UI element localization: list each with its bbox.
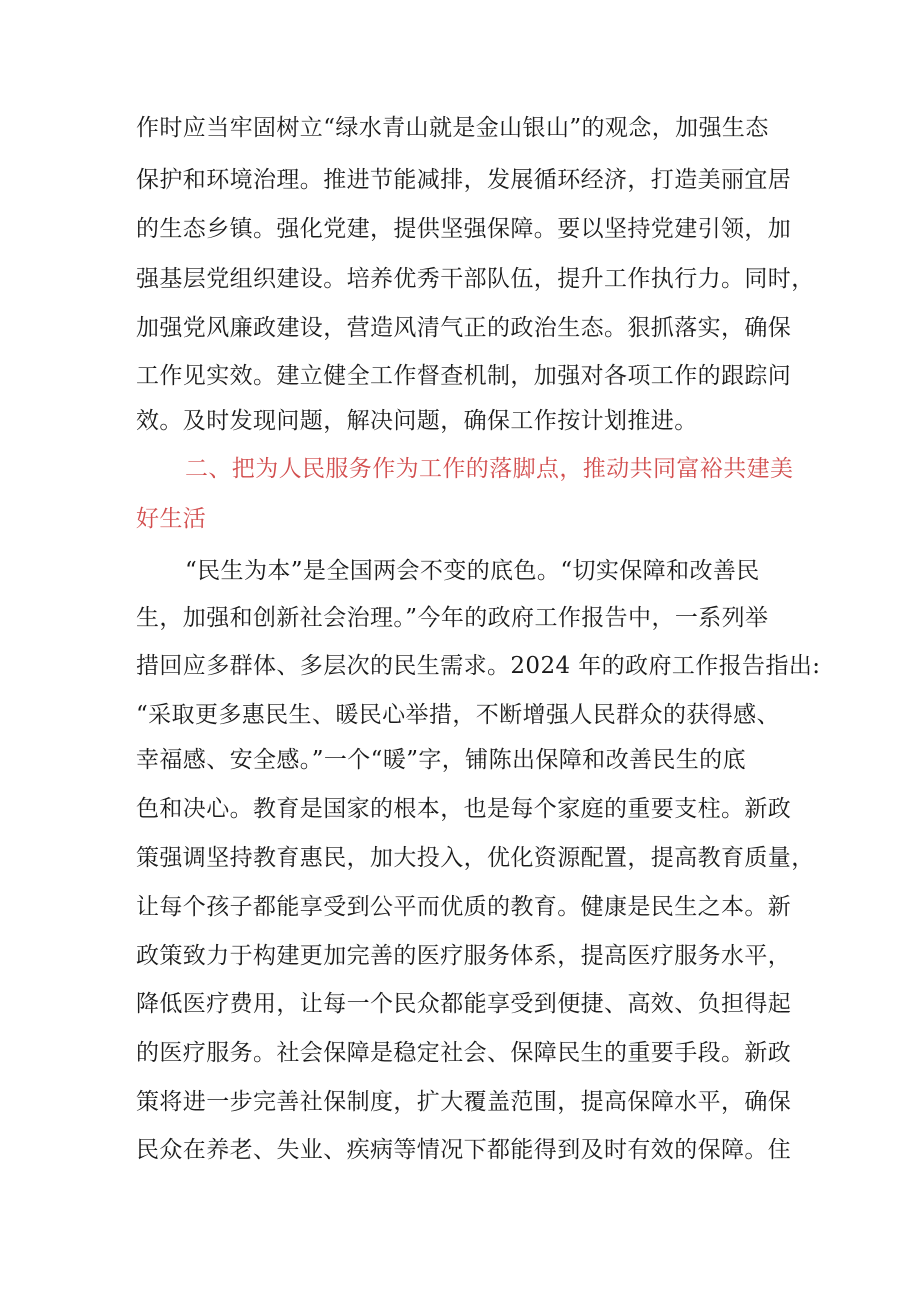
paragraph-line: 生，加强和创新社会治理。”今年的政府工作报告中，一系列举	[136, 605, 769, 631]
paragraph-line: “民生为本”是全国两会不变的底色。“切实保障和改善民	[185, 558, 760, 584]
paragraph-line: 强基层党组织建设。培养优秀干部队伍，提升工作执行力。同时，	[136, 266, 815, 292]
paragraph-line: 策将进一步完善社保制度，扩大覆盖范围，提高保障水平，确保	[136, 1089, 792, 1115]
paragraph-line: 策强调坚持教育惠民，加大投入，优化资源配置，提高教育质量，	[136, 845, 815, 871]
paragraph-line: 加强党风廉政建设，营造风清气正的政治生态。狠抓落实，确保	[136, 315, 792, 341]
paragraph-line: 的医疗服务。社会保障是稳定社会、保障民生的重要手段。新政	[136, 1040, 792, 1066]
paragraph-line: 政策致力于构建更加完善的医疗服务体系，提高医疗服务水平，	[136, 943, 792, 969]
paragraph-line: 作时应当牢固树立“绿水青山就是金山银山”的观念，加强生态	[136, 115, 769, 141]
paragraph-line: 让每个孩子都能享受到公平而优质的教育。健康是民生之本。新	[136, 894, 792, 920]
section-heading-line: 二、把为人民服务作为工作的落脚点，推动共同富裕共建美	[185, 456, 794, 482]
paragraph-line: 色和决心。教育是国家的根本，也是每个家庭的重要支柱。新政	[136, 796, 792, 822]
paragraph-line: 保护和环境治理。推进节能减排，发展循环经济，打造美丽宜居	[136, 167, 792, 193]
paragraph-line: 民众在养老、失业、疾病等情况下都能得到及时有效的保障。住	[136, 1137, 792, 1163]
paragraph-line: “采取更多惠民生、暖民心举措，不断增强人民群众的获得感、	[136, 702, 780, 728]
paragraph-line: 降低医疗费用，让每一个民众都能享受到便捷、高效、负担得起	[136, 991, 792, 1017]
paragraph-line: 措回应多群体、多层次的民生需求。2024 年的政府工作报告指出:	[136, 653, 821, 679]
paragraph-line: 的生态乡镇。强化党建，提供坚强保障。要以坚持党建引领，加	[136, 216, 792, 242]
section-heading-line: 好生活	[136, 506, 207, 532]
paragraph-line: 效。及时发现问题，解决问题，确保工作按计划推进。	[136, 408, 698, 434]
paragraph-line: 工作见实效。建立健全工作督查机制，加强对各项工作的跟踪问	[136, 363, 792, 389]
paragraph-line: 幸福感、安全感。”一个“暖”字，铺陈出保障和改善民生的底	[136, 747, 746, 773]
